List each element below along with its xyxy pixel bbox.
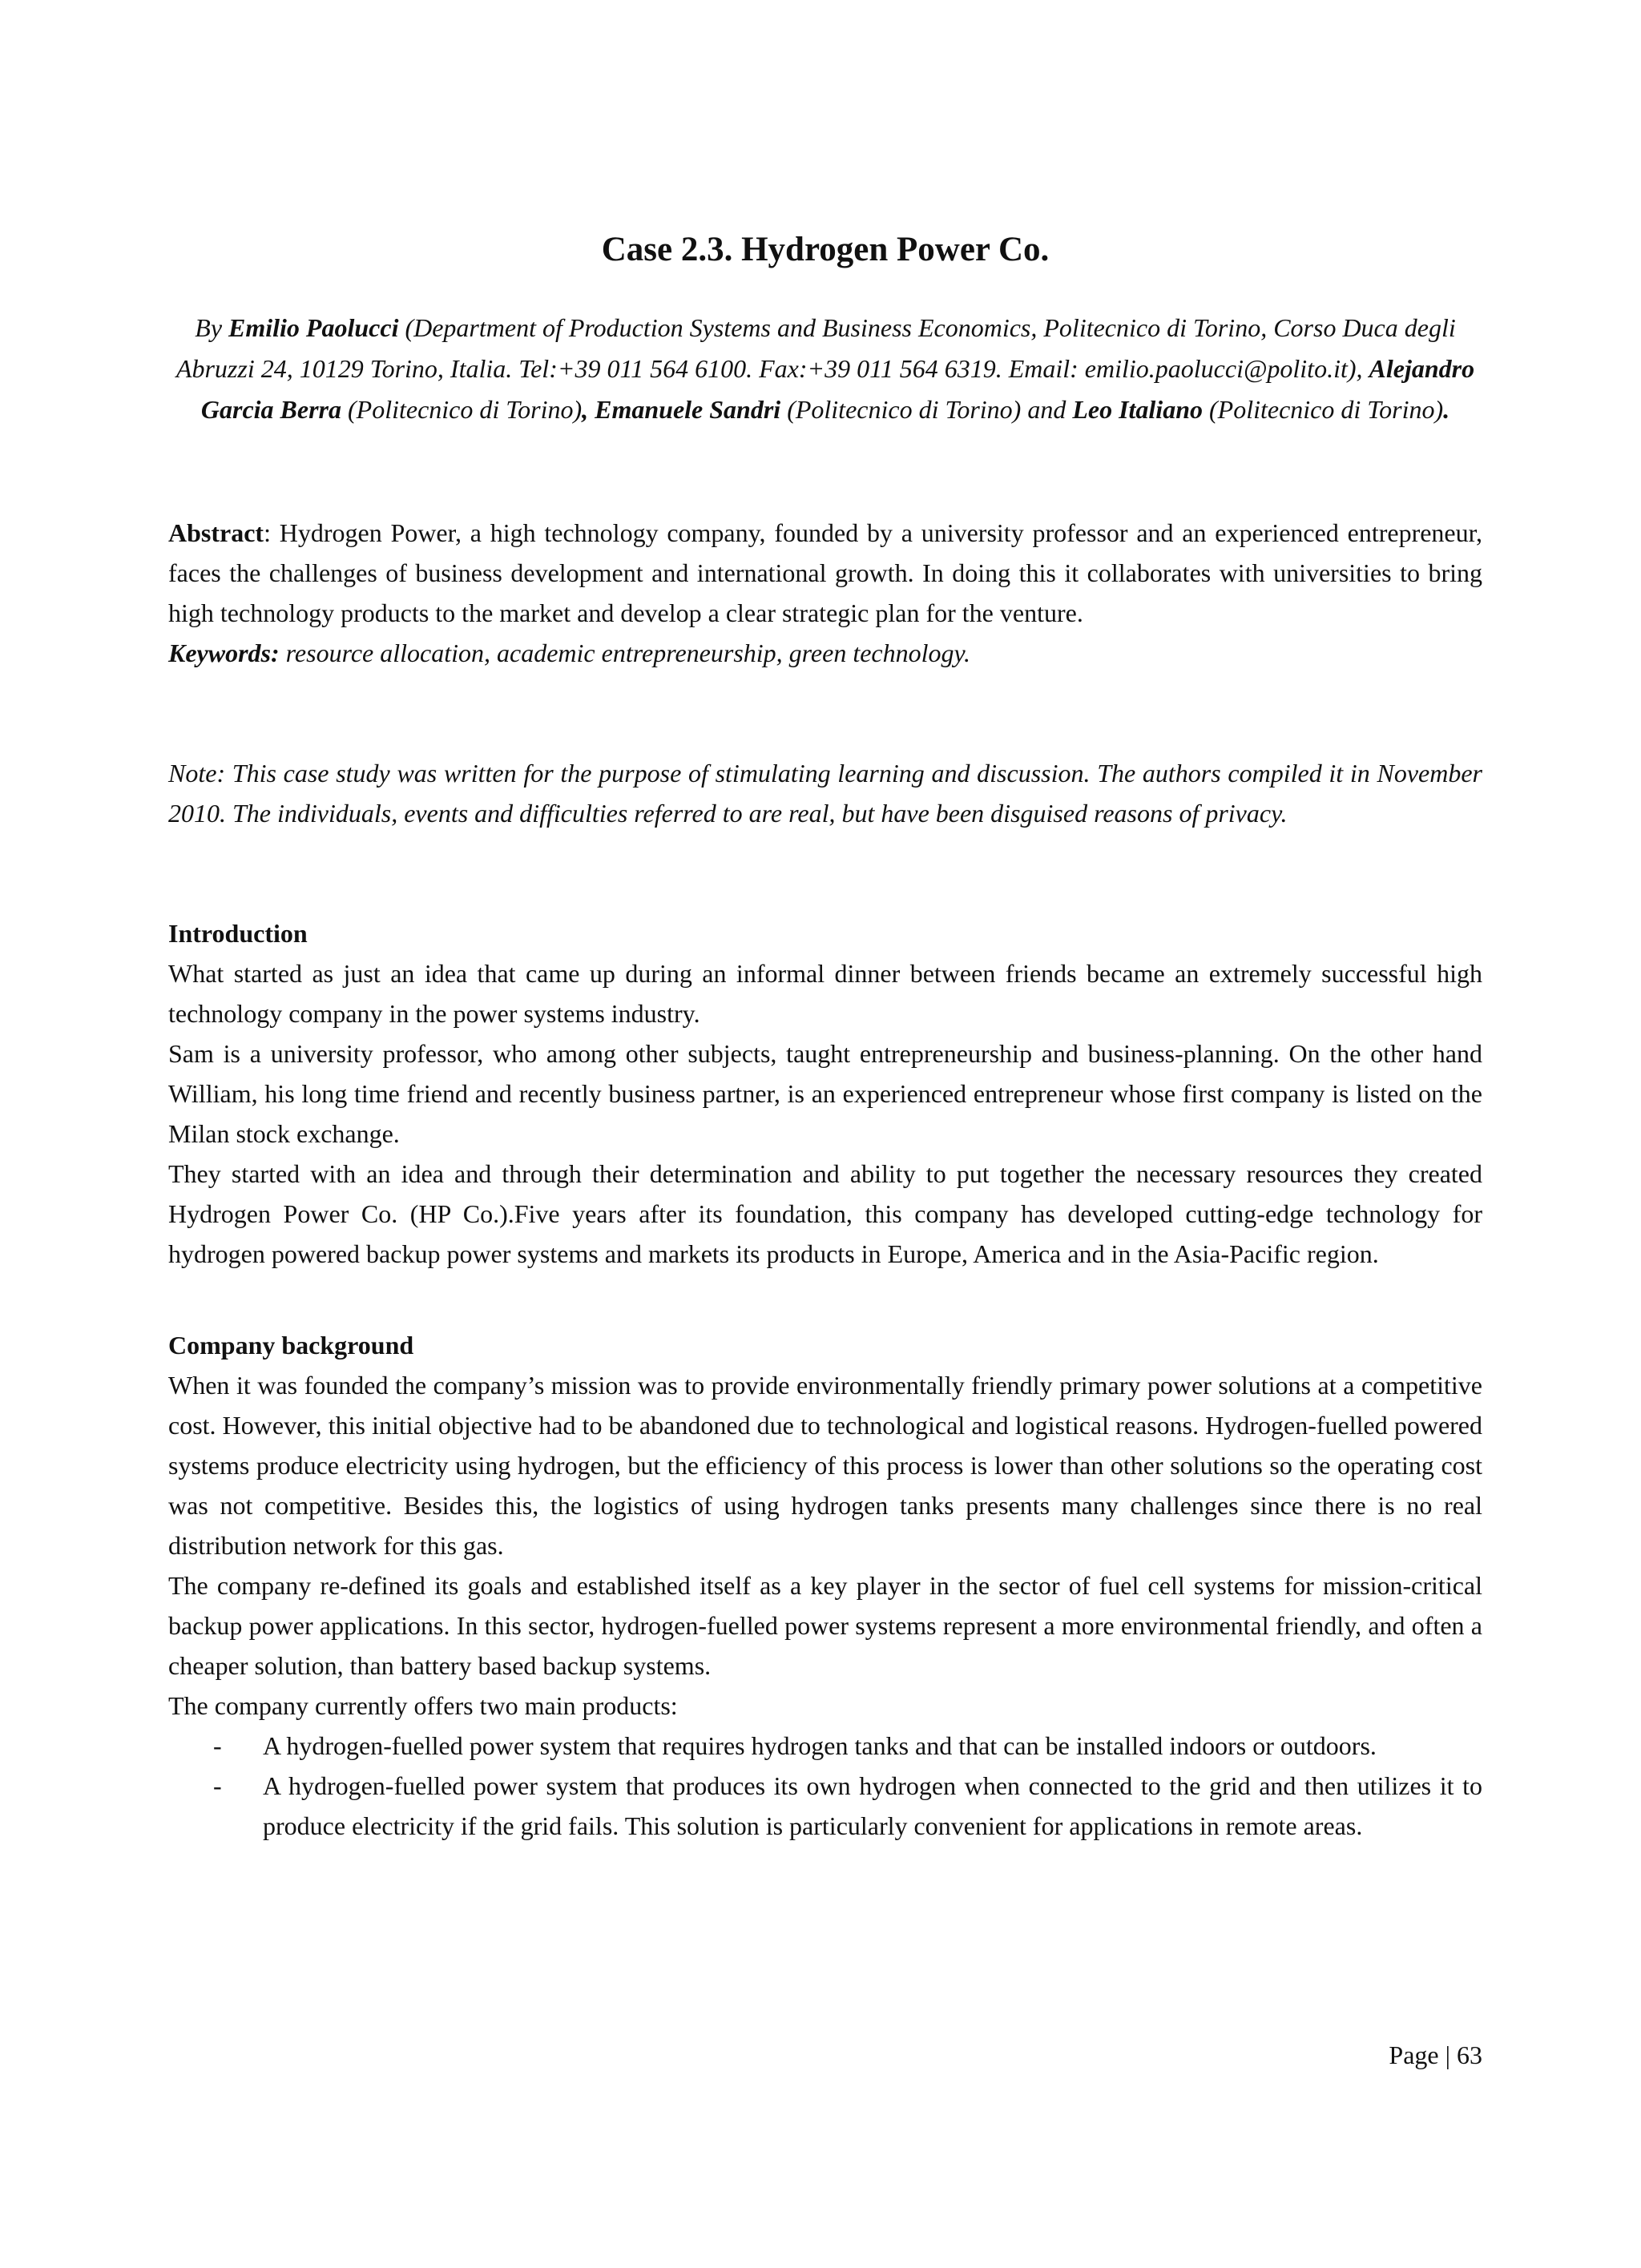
page-number: Page | 63 <box>1389 2040 1482 2069</box>
keywords-line <box>168 633 1482 673</box>
introduction-heading: Introduction <box>168 919 308 948</box>
document-page <box>168 0 1482 2268</box>
abstract-label: Abstract <box>168 518 264 547</box>
product-list <box>168 1726 1482 1846</box>
introduction-section <box>168 913 1482 1274</box>
company-background-paragraph: The company re-defined its goals and established itself as a key player in the sector of fuel cell systems for mission-critical backup power applications. In this sector, hydrogen-fuelled power systems represent a more environmental friendly, and often a cheaper solution, than battery based backup systems. <box>168 1571 1482 1680</box>
author-separator: , <box>582 395 595 424</box>
author-affiliation: (Politecnico di Torino) <box>341 395 583 424</box>
author-affiliation: (Politecnico di Torino) <box>1202 395 1444 424</box>
author-name: Alejandro Garcia Berra <box>200 354 1475 424</box>
author-affiliation: (Department of Production Systems and Business Economics, Politecnico di Torino, Corso Duca degli Abruzzi 24, 10129 Torino, Italia. Tel:+39 011 564 6100. Fax:+39 011 564 6319. Email: emilio.paolucci@polito.it), <box>175 313 1456 383</box>
company-background-paragraph: When it was founded the company’s mission was to provide environmentally friendly primary power solutions at a competitive cost. However, this initial objective had to be abandoned due to technological and logistical reasons. Hydrogen-fuelled powered systems produce electricity using hydrogen, but the efficiency of this process is lower than other solutions so the operating cost was not competitive. Besides this, the logistics of using hydrogen tanks presents many challenges since there is no real distribution network for this gas. <box>168 1371 1482 1560</box>
list-item <box>168 1766 1482 1846</box>
bullet-dash: - <box>213 1771 222 1800</box>
bullet-dash: - <box>213 1731 222 1760</box>
introduction-paragraph: Sam is a university professor, who among other subjects, taught entrepreneurship and business-planning. On the other hand William, his long time friend and recently business partner, is an experienced entrepreneur whose first company is listed on the Milan stock exchange. <box>168 1039 1482 1148</box>
list-item-text: A hydrogen-fuelled power system that produces its own hydrogen when connected to the grid and then utilizes it to produce electricity if the grid fails. This solution is particularly convenient for applications in remote areas. <box>263 1771 1482 1840</box>
abstract-section <box>168 513 1482 673</box>
keywords-text: resource allocation, academic entrepreneurship, green technology. <box>279 639 970 667</box>
byline-end: . <box>1443 395 1450 424</box>
author-name: Emanuele Sandri <box>595 395 781 424</box>
note-text: Note: This case study was written for the purpose of stimulating learning and discussion. The authors compiled it in November 2010. The individuals, events and difficulties referred to are real, but have been disguised reasons of privacy. <box>168 759 1482 828</box>
author-affiliation: (Politecnico di Torino) and <box>780 395 1073 424</box>
introduction-paragraph: What started as just an idea that came up during an informal dinner between friends became an extremely successful high technology company in the power systems industry. <box>168 959 1482 1028</box>
list-item <box>168 1726 1482 1766</box>
case-title: Case 2.3. Hydrogen Power Co. <box>601 231 1050 268</box>
list-item-text: A hydrogen-fuelled power system that requires hydrogen tanks and that can be installed indoors or outdoors. <box>263 1731 1377 1760</box>
author-byline <box>168 308 1482 430</box>
abstract-paragraph <box>168 513 1482 633</box>
company-background-heading: Company background <box>168 1331 414 1360</box>
byline-by: By <box>195 313 229 342</box>
note-section <box>168 753 1482 833</box>
company-background-paragraph: The company currently offers two main products: <box>168 1691 678 1720</box>
author-name: Emilio Paolucci <box>228 313 399 342</box>
introduction-paragraph: They started with an idea and through their determination and ability to put together the necessary resources they created Hydrogen Power Co. (HP Co.).Five years after its foundation, this company has developed cutting-edge technology for hydrogen powered backup power systems and markets its products in Europe, America and in the Asia-Pacific region. <box>168 1159 1482 1268</box>
abstract-text: : Hydrogen Power, a high technology company, founded by a university professor and an experienced entrepreneur, faces the challenges of business development and international growth. In doing this it collaborates with universities to bring high technology products to the market and develop a clear strategic plan for the venture. <box>168 518 1482 627</box>
company-background-section <box>168 1325 1482 1846</box>
keywords-label: Keywords: <box>168 639 280 667</box>
author-name: Leo Italiano <box>1072 395 1203 424</box>
